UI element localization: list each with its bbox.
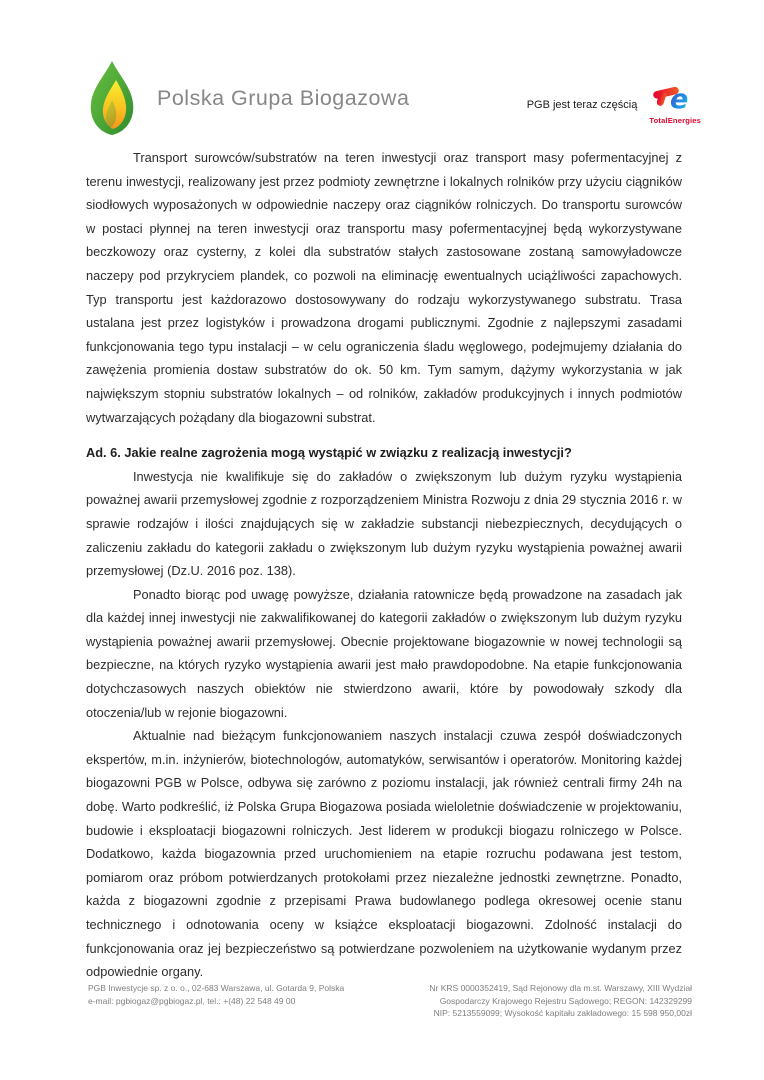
paragraph-transport: Transport surowców/substratów na teren inwestycji oraz transport masy pofermentacyjnej z terenu inwestycji, realizowany jest przez podmioty zewnętrzne i lokalnych rolników przy użyciu ciągników siodłowych wyposażonych w odpowiednie naczepy oraz ciągników rolniczych. Do transportu surowców w postaci płynnej na teren inwestycji oraz transportu masy pofermentacyjnej będą wykorzystywane beczkowozy oraz cysterny, z kolei dla substratów stałych zastosowane zostaną samowyładowcze naczepy pod przykryciem plandek, co pozwoli na eliminację ewentualnych uciążliwości zapachowych. Typ transportu jest każdorazowo dostosowywany do rodzaju wykorzystywanego substratu. Trasa ustalana jest przez logistyków i prowadzona drogami publicznymi. Zgodnie z najlepszymi zasadami funkcjonowania tego typu instalacji – w celu ograniczenia śladu węglowego, podejmujemy działania do zawężenia promienia dostaw substratów do ok. 50 km. Tym samym, dążymy wykorzystania w jak największym stopniu substratów lokalnych – od rolników, zakładów produkcyjnych i innych podmiotów wytwarzających pożądany dla biogazowni substrat. — [86, 150, 682, 425]
partner-tagline: PGB jest teraz częścią — [526, 99, 638, 111]
footer-regon-line: Gospodarczy Krajowego Rejestru Sądowego; REGON: 142329299 — [439, 995, 692, 1006]
paragraph-monitoring: Aktualnie nad bieżącym funkcjonowaniem naszych instalacji czuwa zespół doświadczonych ekspertów, m.in. inżynierów, biotechnologów, automatyków, serwisantów i operatorów. Monitoring każdej biogazowni PGB w Polsce, odbywa się zarówno z poziomu instalacji, jak również centrali firmy 24h na dobę. Warto podkreślić, iż Polska Grupa Biogazowa posiada wieloletnie doświadczenie w projektowaniu, budowie i eksploatacji biogazowni rolniczych. Jest liderem w produkcji biogazu rolniczego w Polsce. Dodatkowo, każda biogazownia przed uruchomieniem na etapie rozruchu podawana jest testom, pomiarom oraz próbom potwierdzanych protokołami przez niezależne jednostki zewnętrzne. Ponadto, każda z biogazowni zgodnie z przepisami Prawa budowlanego podlega okresowej ocenie stanu technicznego i odnotowania oceny w książce eksploatacji biogazowni. Zdolność instalacji do funkcjonowania oraz jej bezpieczeństwo są potwierdzane pozwoleniem na użytkowanie wydanym przez odpowiednie organy. — [86, 728, 682, 980]
paragraph-investment-risk: Inwestycja nie kwalifikuje się do zakładów o zwiększonym lub dużym ryzyku wystąpienia poważnej awarii przemysłowej zgodnie z rozporządzeniem Ministra Rozwoju z dnia 29 stycznia 2016 r. w sprawie rodzajów i ilości znajdujących się w zakładzie substancji niebezpiecznych, decydujących o zaliczeniu zakładu do kategorii zakładu o zwiększonym lub dużym ryzyku wystąpienia poważnej awarii przemysłowej (Dz.U. 2016 poz. 138). — [86, 468, 682, 579]
partner-block — [527, 82, 701, 125]
document-header — [0, 0, 764, 140]
document-body — [86, 146, 682, 984]
totalenergies-te-icon — [653, 82, 697, 114]
paragraph-rescue-actions: Ponadto biorąc pod uwagę powyższe, działania ratownicze będą prowadzone na zasadach jak dla każdej innej inwestycji nie zakwalifikowanej do kategorii zakładów o zwiększonym lub dużym ryzyku wystąpienia poważnej awarii przemysłowej. Obecnie projektowane biogazownie w nowej technologii są bezpieczne, na których ryzyko wystąpienia awarii jest mało prawdopodobne. Na etapie funkcjonowania dotychczasowych naszych obiektów nie stwierdzono awarii, które by powodowały szkody dla otoczenia/lub w rejonie biogazowni. — [86, 586, 682, 720]
footer-company-contact — [88, 982, 344, 1020]
svg-text:e: e — [670, 84, 689, 114]
footer-registry-info — [429, 982, 692, 1020]
footer-krs-line: Nr KRS 0000352419, Sąd Rejonowy dla m.st. Warszawy, XIII Wydział — [429, 983, 692, 993]
footer-nip-line: NIP: 5213559099; Wysokość kapitału zakładowego: 15 598 950,00zł — [433, 1008, 692, 1018]
company-name: Polska Grupa Biogazowa — [157, 85, 410, 110]
section-heading-ad6: Ad. 6. Jakie realne zagrożenia mogą wystąpić w związku z realizacją inwestycji? — [86, 445, 572, 461]
pgb-flame-logo-icon — [85, 60, 139, 136]
totalenergies-logo — [649, 82, 701, 125]
totalenergies-wordmark: TotalEnergies — [649, 116, 701, 125]
document-footer — [88, 982, 692, 1020]
footer-contact-line: e-mail: pgbiogaz@pgbiogaz.pl, tel.: +(48) 22 548 49 00 — [88, 995, 296, 1006]
footer-address-line: PGB Inwestycje sp. z o. o., 02-683 Warszawa, ul. Gotarda 9, Polska — [88, 983, 345, 993]
pgb-logo-block — [85, 60, 409, 136]
